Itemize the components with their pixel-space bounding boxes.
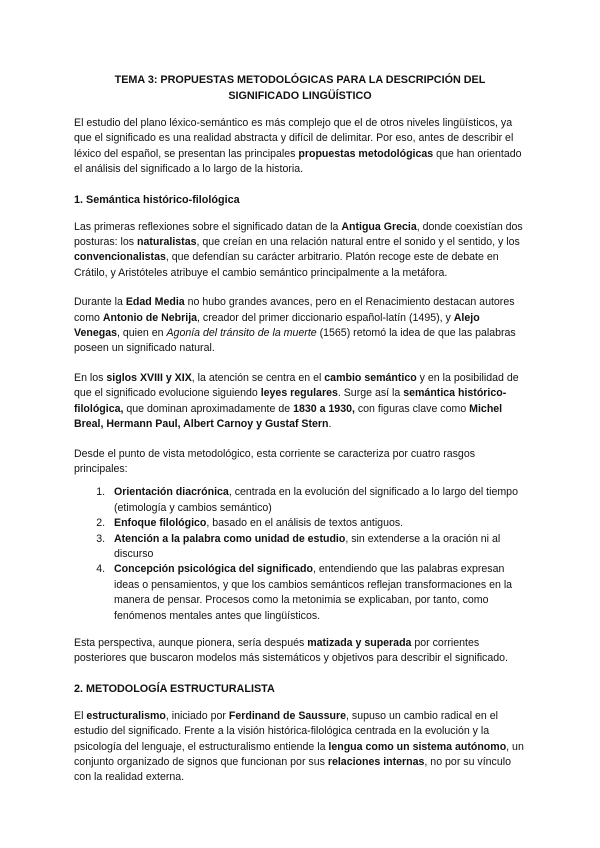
bold-text: Enfoque filológico	[114, 517, 207, 530]
section-1-heading: 1. Semántica histórico-filológica	[74, 193, 240, 206]
bold-text: Ferdinand de Saussure	[228, 709, 347, 722]
bold-text: Concepción psicológica del significado	[114, 563, 313, 576]
text: con figuras clave como	[354, 402, 470, 415]
bold-text: Edad Media	[125, 296, 185, 309]
bold-text: siglos XVIII y XIX	[106, 371, 192, 384]
text: , sin extenderse a la oración ni al discurso	[114, 532, 501, 560]
text: , la atención se centra en el	[191, 371, 325, 384]
text: , un conjunto organizado de signos que funcionan por sus	[74, 740, 524, 768]
text: Durante la	[74, 296, 126, 309]
text: , no por su vínculo con la realidad externa.	[74, 756, 511, 784]
text: no hubo grandes avances, pero en el Renacimiento destacan autores como	[74, 296, 515, 324]
bold-text: Orientación diacrónica	[114, 486, 229, 499]
text: que dominan aproximadamente de	[123, 402, 294, 415]
document-title	[74, 72, 526, 104]
text: y en la posibilidad de que el significado evolucione siguiendo	[74, 371, 519, 400]
section-1-paragraph-5	[74, 636, 526, 667]
text: Esta perspectiva, aunque pionera, sería después	[74, 636, 308, 649]
list-item	[108, 562, 526, 624]
bold-text: Antonio de Nebrija	[102, 311, 198, 324]
section-1-paragraph-1	[74, 220, 526, 282]
text: En los	[74, 371, 107, 384]
characteristics-list	[74, 485, 526, 624]
bold-text: Atención a la palabra como unidad de estudio	[114, 532, 346, 545]
bold-text: Michel Breal, Hermann Paul, Albert Carnoy y Gustaf Stern	[74, 402, 503, 431]
italic-text: Agonía del tránsito de la muerte	[166, 327, 317, 340]
text: , entendiendo que las palabras expresan ideas o pensamientos, y que los cambios semánticos reflejan transformaciones en la manera de pensar. Procesos como la metonimia se explicaban, por tanto, como fenómenos mentales antes que lingüísticos.	[114, 563, 513, 622]
bold-text: Antigua Grecia	[341, 220, 417, 233]
list-item	[108, 516, 526, 531]
list-item	[108, 532, 526, 563]
bold-text: cambio semántico	[324, 371, 417, 384]
text: , que defendían su carácter arbitrario. Platón recoge este de debate en Crátilo, y Aristóteles atribuye el cambio semántico principalmente a la metáfora.	[74, 251, 499, 279]
bold-text: naturalistas	[137, 236, 197, 249]
section-2-heading: 2. METODOLOGÍA ESTRUCTURALISTA	[74, 682, 275, 695]
section-1-paragraph-4: Desde el punto de vista metodológico, esta corriente se caracteriza por cuatro rasgos principales:	[74, 447, 476, 475]
text: (1565) retomó la idea de que las palabras poseen un significado natural.	[74, 327, 516, 355]
text: , creador del primer diccionario español-latín (1495), y	[197, 311, 454, 324]
text: , supuso un cambio radical en el estudio del significado. Frente a la visión histórica-filológica centrada en la evolución y la psicología del lenguaje, el estructuralismo entiende la	[74, 709, 498, 753]
bold-text: convencionalistas	[74, 251, 166, 264]
section-2-paragraph-1	[74, 709, 526, 786]
text: por corrientes posteriores que buscaron modelos más sistemáticos y objetivos para describir el significado.	[74, 636, 508, 665]
bold-text: 1830 a 1930,	[293, 402, 355, 415]
bold-text: semántica histórico-filológica,	[74, 387, 507, 415]
bold-text: estructuralismo	[86, 709, 166, 722]
text: , que creían en una relación natural entre el sonido y el sentido, y los	[196, 236, 520, 249]
text: que han orientado el análisis del significado a lo largo de la historia.	[74, 147, 522, 176]
section-1-paragraph-3	[74, 371, 526, 433]
text: El	[74, 709, 87, 722]
text: El estudio del plano léxico-semántico es más complejo que el de otros niveles lingüísticos, ya que el significado es una realidad abstracta y difícil de delimitar. Por eso, antes de describir el léxico del español, se presentan las principales	[74, 117, 514, 160]
bold-text: leyes regulares	[260, 387, 338, 400]
bold-text: relaciones internas	[327, 756, 425, 768]
text: , quien en	[117, 327, 167, 340]
text: , donde coexistían dos posturas: los	[74, 220, 523, 249]
bold-text: lengua como un sistema autónomo	[328, 740, 507, 753]
title-line-2: SIGNIFICADO LINGÜÍSTICO	[228, 90, 372, 102]
text: , iniciado por	[165, 709, 229, 722]
text: , basado en el análisis de textos antiguos.	[206, 517, 404, 530]
bold-text: propuestas metodológicas	[298, 147, 434, 160]
text: . Surge así la	[337, 387, 404, 400]
bold-text: matizada y superada	[307, 636, 412, 649]
list-item	[108, 485, 526, 516]
text: .	[328, 418, 332, 431]
section-1-paragraph-2	[74, 295, 526, 357]
title-line-1: TEMA 3: PROPUESTAS METODOLÓGICAS PARA LA DESCRIPCIÓN DEL	[114, 74, 486, 86]
text: Las primeras reflexiones sobre el significado datan de la	[74, 220, 342, 233]
intro-paragraph	[74, 116, 526, 178]
bold-text: Alejo Venegas	[74, 311, 480, 340]
text: , centrada en la evolución del significado a lo largo del tiempo (etimología y cambios semántico)	[114, 486, 518, 514]
